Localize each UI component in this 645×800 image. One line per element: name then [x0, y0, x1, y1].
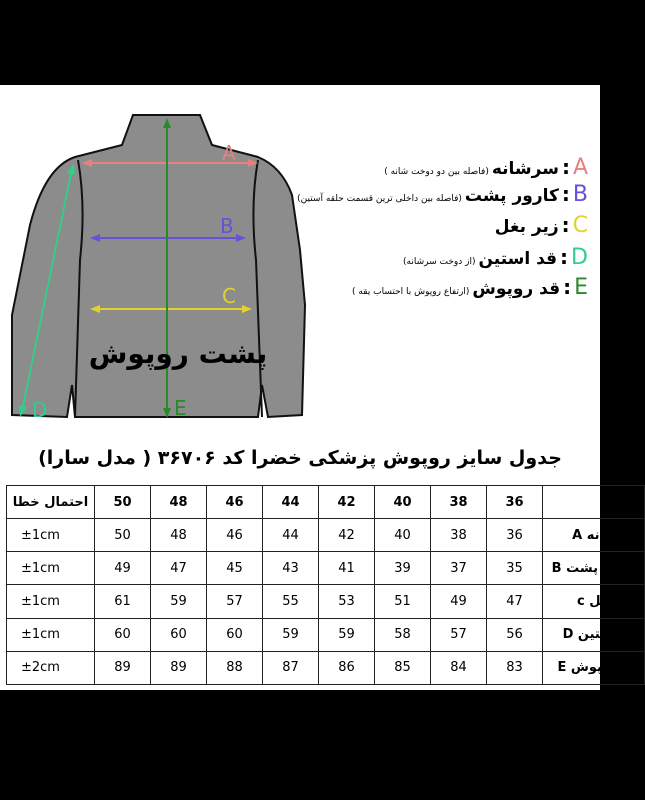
value-cell: 60 [151, 618, 207, 651]
value-cell: 59 [151, 585, 207, 618]
value-cell: 58 [375, 618, 431, 651]
size-header-cell: 42 [319, 486, 375, 519]
value-cell: 53 [319, 585, 375, 618]
size-header-cell: 40 [375, 486, 431, 519]
legend-colon: : [560, 245, 569, 269]
legend-item-b [297, 182, 588, 207]
value-cell: 50 [95, 519, 151, 552]
size-header-cell: 48 [151, 486, 207, 519]
letter-e-marker: E [174, 396, 187, 420]
table-title: جدول سایز روپوش پزشکی خضرا کد ۳۶۷۰۶ ( مدل سارا) [38, 447, 562, 469]
value-cell: 57 [431, 618, 487, 651]
value-cell: 38 [431, 519, 487, 552]
value-cell: 56 [487, 618, 543, 651]
legend-note-d: (از دوخت سرشانه) [402, 257, 476, 267]
value-cell: 36 [487, 519, 543, 552]
value-cell: 84 [431, 651, 487, 684]
value-cell: 59 [319, 618, 375, 651]
table-row [7, 618, 645, 651]
size-header-cell: 50 [95, 486, 151, 519]
garment-diagram [0, 85, 320, 430]
legend-colon: : [561, 182, 570, 206]
tolerance-cell: ±1cm [7, 519, 95, 552]
tolerance-cell: ±2cm [7, 651, 95, 684]
legend-letter-d: D [571, 245, 588, 270]
value-cell: 89 [151, 651, 207, 684]
table-row [7, 651, 645, 684]
row-label: سرشانه A [543, 519, 645, 552]
legend-note-a: (فاصله بین دو دوخت شانه ) [384, 167, 489, 177]
value-cell: 59 [263, 618, 319, 651]
value-cell: 47 [487, 585, 543, 618]
value-cell: 48 [151, 519, 207, 552]
value-cell: 49 [431, 585, 487, 618]
legend-name-b: کارور پشت [464, 186, 559, 206]
size-guide-sheet [0, 85, 638, 690]
legend-name-d: قد استین [478, 249, 558, 269]
value-cell: 42 [319, 519, 375, 552]
table-header-row [7, 486, 645, 519]
value-cell: 55 [263, 585, 319, 618]
row-label: کارور پشت B [543, 552, 645, 585]
letter-b-marker: B [220, 214, 234, 238]
legend-letter-e: E [574, 275, 588, 300]
legend-letter-b: B [572, 182, 588, 207]
legend-item-e [352, 275, 588, 300]
legend-note-e: (ارتفاع روپوش با احتساب یقه ) [352, 287, 470, 297]
garment-back-label: پشت روپوش [88, 337, 268, 370]
legend-colon: : [563, 275, 572, 299]
legend-note-b: (فاصله بین داخلی ترین قسمت حلقه آستین) [297, 194, 462, 204]
size-header-cell: 44 [263, 486, 319, 519]
tolerance-cell: ±1cm [7, 585, 95, 618]
value-cell: 37 [431, 552, 487, 585]
tolerance-cell: ±1cm [7, 618, 95, 651]
legend-item-d [403, 245, 588, 270]
value-cell: 39 [375, 552, 431, 585]
value-cell: 40 [375, 519, 431, 552]
value-cell: 60 [207, 618, 263, 651]
size-table [6, 485, 645, 685]
size-header-cell: 36 [487, 486, 543, 519]
value-cell: 83 [487, 651, 543, 684]
value-cell: 85 [375, 651, 431, 684]
table-row [7, 519, 645, 552]
value-cell: 35 [487, 552, 543, 585]
value-cell: 41 [319, 552, 375, 585]
legend-letter-c: C [572, 213, 588, 238]
value-cell: 86 [319, 651, 375, 684]
value-cell: 44 [263, 519, 319, 552]
row-label: زیر بغل c [543, 585, 645, 618]
legend-colon: : [561, 155, 570, 179]
size-header: سایز [543, 486, 645, 519]
legend-name-c: زیر بغل [494, 217, 559, 237]
legend-name-e: قد روپوش [472, 279, 561, 299]
value-cell: 43 [263, 552, 319, 585]
legend-name-a: سرشانه [491, 159, 559, 179]
tolerance-cell: ±1cm [7, 552, 95, 585]
legend-letter-a: A [572, 155, 588, 180]
row-label: قد روپوش E [543, 651, 645, 684]
row-label: قد آستین D [543, 618, 645, 651]
legend-colon: : [561, 213, 570, 237]
letter-c-marker: C [222, 284, 236, 308]
legend-item-c [495, 213, 588, 238]
value-cell: 45 [207, 552, 263, 585]
legend-item-a [384, 155, 588, 180]
value-cell: 61 [95, 585, 151, 618]
value-cell: 51 [375, 585, 431, 618]
value-cell: 47 [151, 552, 207, 585]
value-cell: 87 [263, 651, 319, 684]
value-cell: 89 [95, 651, 151, 684]
value-cell: 57 [207, 585, 263, 618]
value-cell: 49 [95, 552, 151, 585]
value-cell: 88 [207, 651, 263, 684]
letter-a-marker: A [222, 141, 236, 165]
table-row [7, 552, 645, 585]
size-header-cell: 38 [431, 486, 487, 519]
letter-d-marker: D [32, 398, 48, 422]
value-cell: 60 [95, 618, 151, 651]
table-row [7, 585, 645, 618]
tolerance-header: احتمال خطا [7, 486, 95, 519]
size-header-cell: 46 [207, 486, 263, 519]
value-cell: 46 [207, 519, 263, 552]
